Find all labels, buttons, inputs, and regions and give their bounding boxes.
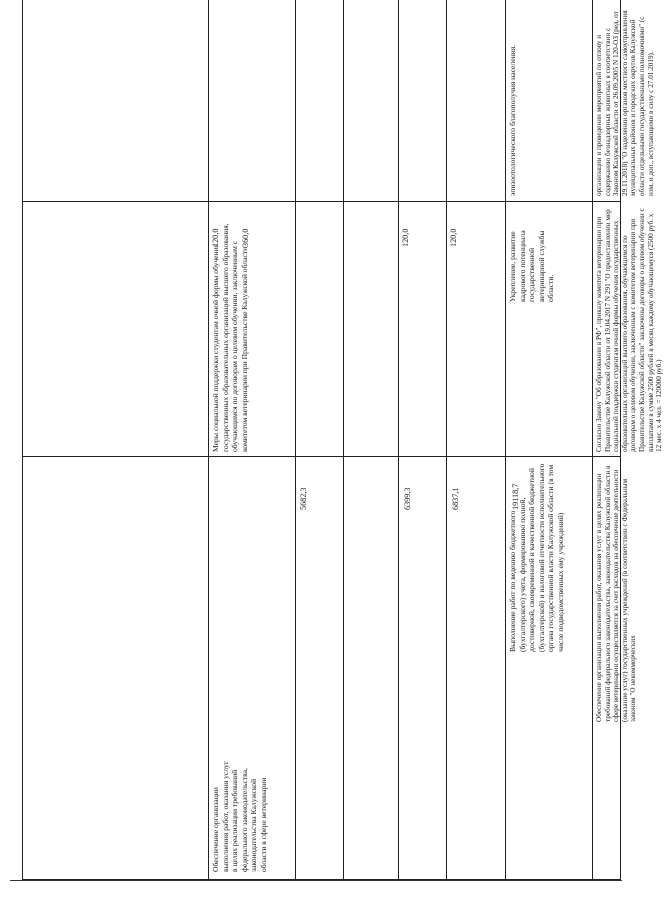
table-line	[22, 456, 620, 457]
value-2021: 120,0	[449, 228, 458, 247]
table-line	[295, 0, 296, 880]
result-cell: Укрепление, развитие кадрового потенциала государственной ветеринарной службы области.	[508, 230, 556, 302]
table-line	[22, 0, 23, 880]
value-total: 19118,7	[511, 483, 520, 510]
result-cell: Выполнение работ по ведению бюджетного (бухгалтерского) учета, формированию полной, достоверной, своевременной и качественной бюджетной (бухгалтерской) и налоговой отчетности исполнительного органа государственной власти Калужской области (в том числе подведомственных ему учреждений)	[508, 463, 565, 652]
value-2020: 120,0	[401, 228, 410, 247]
table-line	[505, 0, 506, 880]
value-2020: 6399,3	[403, 487, 412, 510]
value-total: 360,0	[241, 228, 250, 247]
measure-cell: Обеспечение организации выполнения работ, оказания услуг в целях реализации требований федерального законодательства, законодательства Калужской области в сфере ветеринарии	[211, 761, 268, 872]
table-line	[446, 0, 447, 880]
table-line	[208, 0, 209, 880]
measure-cell: Меры социальной поддержки студентам очной формы обучения государственных образовательных организаций высшего образования, обучающимся по договорам о целевом обучении, заключенным с комитетом ветеринарии при Правительстве Калужской области	[211, 223, 249, 452]
table-line	[592, 0, 593, 880]
basis-cell: организации и проведении мероприятий по отлову и содержанию безнадзорных животных в соответствии с Законом Калужской области от 26.09.2005 N 120-ОЗ (ред. от 29.11.2018) "О наделении органов местного самоуправления муниципальных районов и городских округов Калужской области отдельными государственными полномочиями" (с изм. и доп., вступающими в силу с 27.01.2019).	[595, 10, 655, 196]
value-2019: 5682,3	[299, 487, 308, 510]
table-line	[343, 0, 344, 880]
table-line	[22, 201, 620, 202]
value-2019: 120,0	[211, 228, 220, 247]
basis-cell: Согласно Закону "Об образовании в РФ", приказу комитета ветеринарии при Правительстве Калужской области от 19.04.2017 N 291 "О предоставлении мер социальной поддержки студентам очной формы обучения государственных образовательных организаций высшего образования, обучающимся по договорам о целевом обучении, заключенным с комитетом ветеринарии при Правительстве Калужской области" заключены договоры о целевом обучении с выплатами в сумме 2500 рублей в месяц каждому обучающемуся (2500 руб. х 12 мес. х 4 чел. = 120000 руб.)	[595, 208, 664, 452]
basis-cell: Обеспечение организации выполнения работ, оказания услуг в целях реализации требований федерального законодательства, законодательства Калужской области в сфере ветеринарии осуществляется за счет расходов на обеспечение деятельности (оказание услуг) государственных учреждений (в соответствии с Федеральным законом "О некоммерческих	[595, 465, 638, 722]
result-cell: эпизоотологического благополучия населения.	[508, 44, 517, 196]
table-line	[398, 0, 399, 880]
footer-line	[10, 880, 622, 881]
value-2021: 6837,1	[451, 487, 460, 510]
